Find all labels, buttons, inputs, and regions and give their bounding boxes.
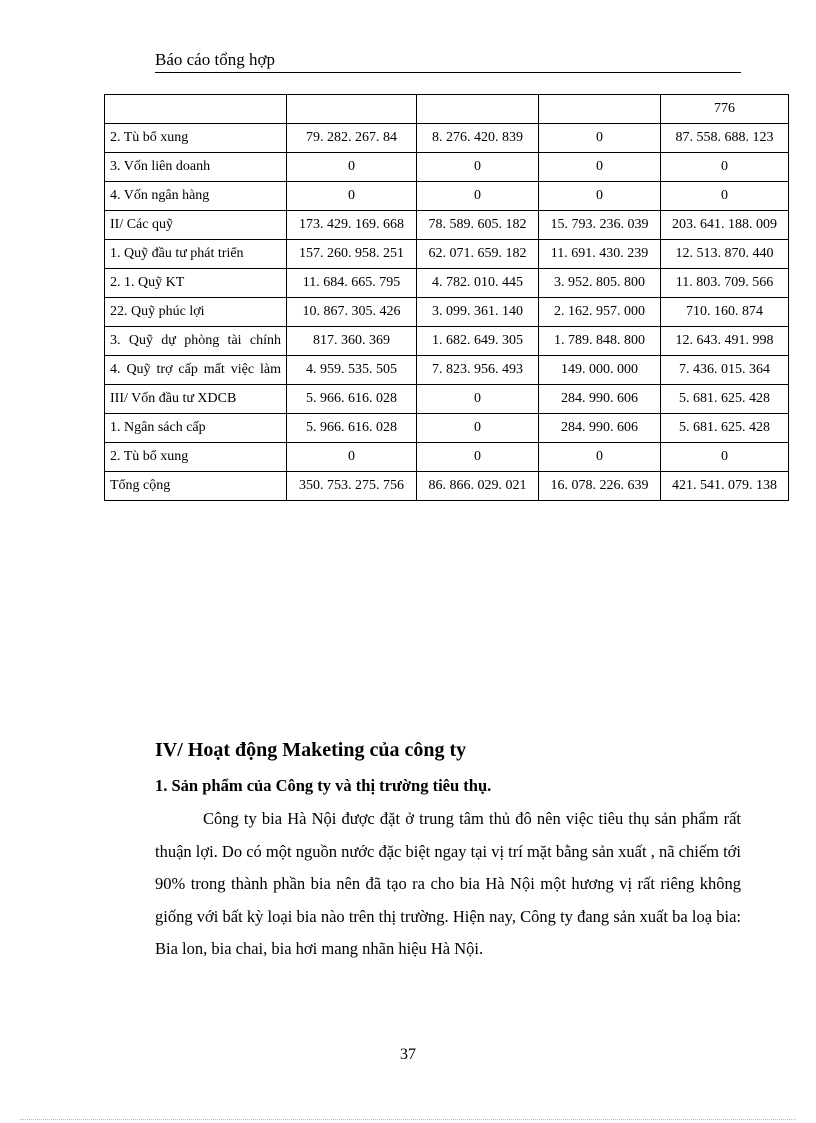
row-label-cell: II/ Các quỹ xyxy=(105,211,287,240)
value-cell: 0 xyxy=(417,182,539,211)
value-cell: 0 xyxy=(661,153,789,182)
table-row xyxy=(105,414,789,443)
row-label-cell: 1. Quỹ đầu tư phát triển xyxy=(105,240,287,269)
value-cell: 0 xyxy=(417,414,539,443)
value-cell: 62. 071. 659. 182 xyxy=(417,240,539,269)
value-cell: 0 xyxy=(661,443,789,472)
row-label-cell: 2. Tù bổ xung xyxy=(105,443,287,472)
row-label-cell: 3. Vốn liên doanh xyxy=(105,153,287,182)
value-cell: 3. 952. 805. 800 xyxy=(539,269,661,298)
value-cell: 0 xyxy=(417,443,539,472)
value-cell: 1. 789. 848. 800 xyxy=(539,327,661,356)
value-cell: 8. 276. 420. 839 xyxy=(417,124,539,153)
value-cell: 10. 867. 305. 426 xyxy=(287,298,417,327)
row-label-cell: Tổng cộng xyxy=(105,472,287,501)
value-cell: 11. 691. 430. 239 xyxy=(539,240,661,269)
table-row xyxy=(105,327,789,356)
row-label-cell: III/ Vốn đầu tư XDCB xyxy=(105,385,287,414)
value-cell: 0 xyxy=(539,443,661,472)
table-row xyxy=(105,385,789,414)
body-paragraph: Công ty bia Hà Nội được đặt ở trung tâm thủ đô nên việc tiêu thụ sản phẩm rất thuận lợi. Do có một nguồn nước đặc biệt ngay tại vị trí mặt bằng sản xuất , nã chiếm tới 90% trong thành phần bia nên đã tạo ra cho bia Hà Nội một hương vị rất riêng không giống với bất kỳ loại bia nào trên thị trường. Hiện nay, Công ty đang sản xuất ba loạ bia: Bia lon, bia chai, bia hơi mang nhãn hiệu Hà Nội. xyxy=(155,809,741,959)
value-cell: 1. 682. 649. 305 xyxy=(417,327,539,356)
document-header: Báo cáo tổng hợp xyxy=(155,50,741,73)
value-cell: 5. 966. 616. 028 xyxy=(287,414,417,443)
table-row xyxy=(105,298,789,327)
page-bottom-rule xyxy=(20,1119,796,1120)
value-cell: 15. 793. 236. 039 xyxy=(539,211,661,240)
value-cell: 11. 803. 709. 566 xyxy=(661,269,789,298)
value-cell: 0 xyxy=(417,153,539,182)
financial-table xyxy=(104,94,789,501)
value-cell: 5. 681. 625. 428 xyxy=(661,385,789,414)
value-cell: 4. 782. 010. 445 xyxy=(417,269,539,298)
value-cell: 78. 589. 605. 182 xyxy=(417,211,539,240)
value-cell: 7. 436. 015. 364 xyxy=(661,356,789,385)
value-cell: 0 xyxy=(539,153,661,182)
value-cell xyxy=(417,95,539,124)
table-row xyxy=(105,153,789,182)
section-title: IV/ Hoạt động Maketing của công ty xyxy=(155,739,467,761)
row-label-cell: 3. Quỹ dự phòng tài chính xyxy=(105,327,287,356)
value-cell: 4. 959. 535. 505 xyxy=(287,356,417,385)
table-row xyxy=(105,443,789,472)
value-cell: 86. 866. 029. 021 xyxy=(417,472,539,501)
page-number: 37 xyxy=(400,1046,416,1063)
row-label-cell: 4. Quỹ trợ cấp mất việc làm xyxy=(105,356,287,385)
value-cell: 16. 078. 226. 639 xyxy=(539,472,661,501)
table-row xyxy=(105,182,789,211)
value-cell: 12. 513. 870. 440 xyxy=(661,240,789,269)
value-cell: 11. 684. 665. 795 xyxy=(287,269,417,298)
value-cell: 284. 990. 606 xyxy=(539,414,661,443)
value-cell: 5. 681. 625. 428 xyxy=(661,414,789,443)
value-cell: 7. 823. 956. 493 xyxy=(417,356,539,385)
table-row xyxy=(105,356,789,385)
value-cell: 0 xyxy=(417,385,539,414)
value-cell: 0 xyxy=(287,182,417,211)
value-cell: 5. 966. 616. 028 xyxy=(287,385,417,414)
value-cell: 2. 162. 957. 000 xyxy=(539,298,661,327)
value-cell xyxy=(287,95,417,124)
row-label-cell: 1. Ngân sách cấp xyxy=(105,414,287,443)
row-label-cell: 2. 1. Quỹ KT xyxy=(105,269,287,298)
financial-table-body xyxy=(105,95,789,501)
row-label-cell: 22. Quỹ phúc lợi xyxy=(105,298,287,327)
table-row xyxy=(105,269,789,298)
value-cell: 3. 099. 361. 140 xyxy=(417,298,539,327)
value-cell: 817. 360. 369 xyxy=(287,327,417,356)
value-cell: 0 xyxy=(287,153,417,182)
table-row xyxy=(105,95,789,124)
value-cell: 87. 558. 688. 123 xyxy=(661,124,789,153)
value-cell: 157. 260. 958. 251 xyxy=(287,240,417,269)
value-cell: 0 xyxy=(661,182,789,211)
value-cell: 421. 541. 079. 138 xyxy=(661,472,789,501)
value-cell: 149. 000. 000 xyxy=(539,356,661,385)
value-cell: 0 xyxy=(539,124,661,153)
section-subtitle: 1. Sản phẩm của Công ty và thị trường tiêu thụ. xyxy=(155,776,492,795)
row-label-cell xyxy=(105,95,287,124)
value-cell: 350. 753. 275. 756 xyxy=(287,472,417,501)
value-cell: 12. 643. 491. 998 xyxy=(661,327,789,356)
value-cell: 710. 160. 874 xyxy=(661,298,789,327)
value-cell xyxy=(539,95,661,124)
row-label-cell: 2. Tù bổ xung xyxy=(105,124,287,153)
table-row xyxy=(105,124,789,153)
value-cell: 0 xyxy=(287,443,417,472)
row-label-cell: 4. Vốn ngân hàng xyxy=(105,182,287,211)
table-row xyxy=(105,240,789,269)
value-cell: 776 xyxy=(661,95,789,124)
value-cell: 0 xyxy=(539,182,661,211)
value-cell: 203. 641. 188. 009 xyxy=(661,211,789,240)
value-cell: 79. 282. 267. 84 xyxy=(287,124,417,153)
table-row xyxy=(105,211,789,240)
value-cell: 284. 990. 606 xyxy=(539,385,661,414)
value-cell: 173. 429. 169. 668 xyxy=(287,211,417,240)
table-row xyxy=(105,472,789,501)
